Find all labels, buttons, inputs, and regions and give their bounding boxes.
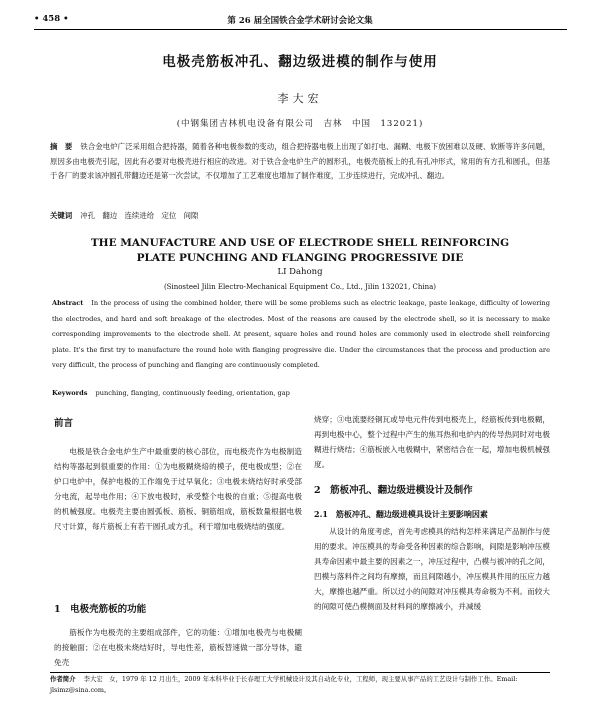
- running-header: 第 26 届全国铁合金学术研讨会论文集: [227, 16, 373, 26]
- affiliation-cn: (中钢集团吉林机电设备有限公司 吉林 中国 132021): [176, 119, 424, 129]
- footnote-label: 作者简介: [50, 675, 76, 683]
- author-cn: 李大宏: [277, 92, 323, 105]
- right-column-paragraph: 烧穿；③电流要经铜瓦或导电元件传到电极壳上，经筋板传到电极糊，再到电极中心，整个过程中产生的焦耳热和电炉内的传导热同时对电极糊进行烧结；④筋板嵌入电极糊中，紧密结合在一起，增加电极机械强度。: [314, 415, 550, 470]
- footnote: [50, 674, 550, 696]
- abstract-cn-label: 摘 要: [50, 142, 73, 151]
- author-en: LI Dahong: [277, 267, 323, 277]
- keywords-en-label: Keywords: [52, 389, 88, 397]
- keywords-cn: [50, 210, 550, 222]
- page-number: • 458 •: [34, 14, 69, 24]
- keywords-cn-label: 关键词: [50, 211, 73, 220]
- abstract-en: [52, 296, 550, 374]
- title-en: [0, 236, 600, 266]
- title-en-line2: PLATE PUNCHING AND FLANGING PROGRESSIVE DIE: [136, 252, 464, 264]
- keywords-cn-text: 冲孔 翻边 连续进给 定位 间隙: [80, 211, 199, 220]
- abstract-cn: [50, 140, 550, 184]
- affiliation-en: (Sinosteel Jilin Electro-Mechanical Equipment Co., Ltd., Jilin 132021, China): [163, 283, 437, 291]
- section-2-heading: 2 筋板冲孔、翻边级进模设计及制作: [314, 485, 473, 496]
- abstract-en-text: In the process of using the combined holder, there will be some problems such as electric leakage, paste leakage, difficulty of lowering the electrodes, and hard and soft breakage of the electrodes. Most of the reasons are caused by the electrode shell, so it is necessary to make corresponding improvements to the electrode shell. At present, square holes and round holes are commonly used in electrode shell reinforcing plate. It's the first try to manufacture the round hole with flanging progressive die. Under the circumstances that the process and production are very difficult, the process of punching and flanging are continuously completed.: [52, 299, 550, 369]
- keywords-en-text: punching, flanging, continuously feeding, orientation, gap: [95, 389, 290, 397]
- keywords-en: [52, 387, 550, 399]
- title-cn: 电极壳筋板冲孔、翻边级进模的制作与使用: [162, 54, 438, 70]
- section-2-1-paragraph: 从设计的角度考虑，首先考虑模具的结构怎样来满足产品制作与使用的要求。冲压模具的寿命受各种因素的综合影响，间隙是影响冲压模具寿命因素中最主要的因素之一，冲压过程中，凸模与被冲的孔之间，凹模与落料件之间均有摩擦，而且间隙越小，冲压模具件用的压应力越大，摩擦也越严重。所以过小的间隙对冲压模具寿命极为不利。而较大的间隙可使凸模侧面及材料间的摩擦减小，并减缓: [314, 527, 550, 612]
- footnote-rule: [50, 672, 550, 673]
- preface-paragraph: 电极是铁合金电炉生产中最重要的核心部位，而电极壳作为电极制造结构等器起到很重要的作用：①为电极糊烧焙的模子，使电极成型；②在炉口电炉中，保护电极的工作端免于过早氧化；③电极未烧结好时承受部分电流，起导电作用；④下放电极时，承受整个电极的自重；⑤提高电极的机械强度。电极壳主要由圆弧板、筋板、铜筋组成，筋板数量根据电极尺寸计算，每片筋板上有若干圆孔或方孔，利于增加电极烧结的强度。: [54, 447, 302, 532]
- section-1-heading: 1 电极壳筋板的功能: [54, 604, 147, 615]
- header-rule: [34, 29, 567, 30]
- preface-heading: 前言: [54, 418, 74, 429]
- abstract-cn-text: 铁合金电炉广泛采用组合把持器，随着各种电极参数的变动，组合把持器电极上出现了如打电、漏糊、电极下放困难以及硬、软断等许多问题，原因多由电极壳引起，因此有必要对电极壳进行相应的改进。对于铁合金电炉生产的圆形孔，电极壳筋板上的孔有孔冲形式，常用的有方孔和圆孔，但基于各厂的要求该冲圆孔带翻边还是第一次尝试，不仅增加了工艺难度也增加了制作难度，工步连续进行，完成冲孔、翻边。: [50, 142, 550, 180]
- abstract-en-label: Abstract: [52, 299, 84, 307]
- footnote-text: 李大宏 女，1979 年 12 月出生，2009 年本科毕业于长春理工大学机械设计及其自动化专业，工程师，现主要从事产品的工艺设计与制作工作。Email: jlsimz@sina.com。: [50, 675, 518, 694]
- section-1-paragraph: 筋板作为电极壳的主要组成部件，它的功能：①增加电极壳与电极糊的接触面；②在电极未烧结好时，导电性差，筋板替速做一部分导体，避免壳: [54, 628, 302, 668]
- section-2-1-heading: 2.1 筋板冲孔、翻边级进模具设计主要影响因素: [314, 509, 488, 519]
- title-en-line1: THE MANUFACTURE AND USE OF ELECTRODE SHELL REINFORCING: [90, 237, 510, 249]
